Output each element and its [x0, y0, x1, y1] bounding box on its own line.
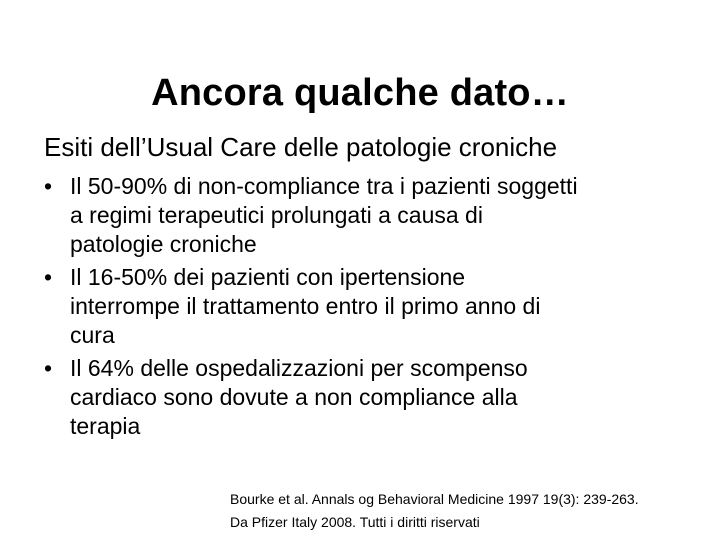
bullet-text: Il 64% delle ospedalizzazioni per scompenso cardiaco sono dovute a non compliance alla terapia — [70, 355, 528, 439]
bullet-item-noncompliance — [44, 172, 714, 259]
bullet-item-hospitalizations — [44, 354, 714, 441]
bullet-dot-icon: • — [44, 173, 53, 199]
bullet-list — [44, 172, 714, 445]
reference-line: Da Pfizer Italy 2008. Tutti i diritti riservati — [230, 514, 480, 530]
slide-title: Ancora qualche dato… — [151, 72, 569, 115]
bullet-dot-icon: • — [44, 264, 53, 290]
bullet-text: Il 16-50% dei pazienti con ipertensione interrompe il trattamento entro il primo anno di cura — [70, 264, 541, 348]
reference-block — [230, 488, 715, 534]
bullet-item-hypertension — [44, 263, 714, 350]
bullet-dot-icon: • — [44, 355, 53, 381]
reference-line: Bourke et al. Annals og Behavioral Medicine 1997 19(3): 239-263. — [230, 491, 639, 507]
slide-subtitle: Esiti dell’Usual Care delle patologie croniche — [44, 132, 558, 162]
bullet-text: Il 50-90% di non-compliance tra i pazienti soggetti a regimi terapeutici prolungati a causa di patologie croniche — [70, 173, 578, 257]
